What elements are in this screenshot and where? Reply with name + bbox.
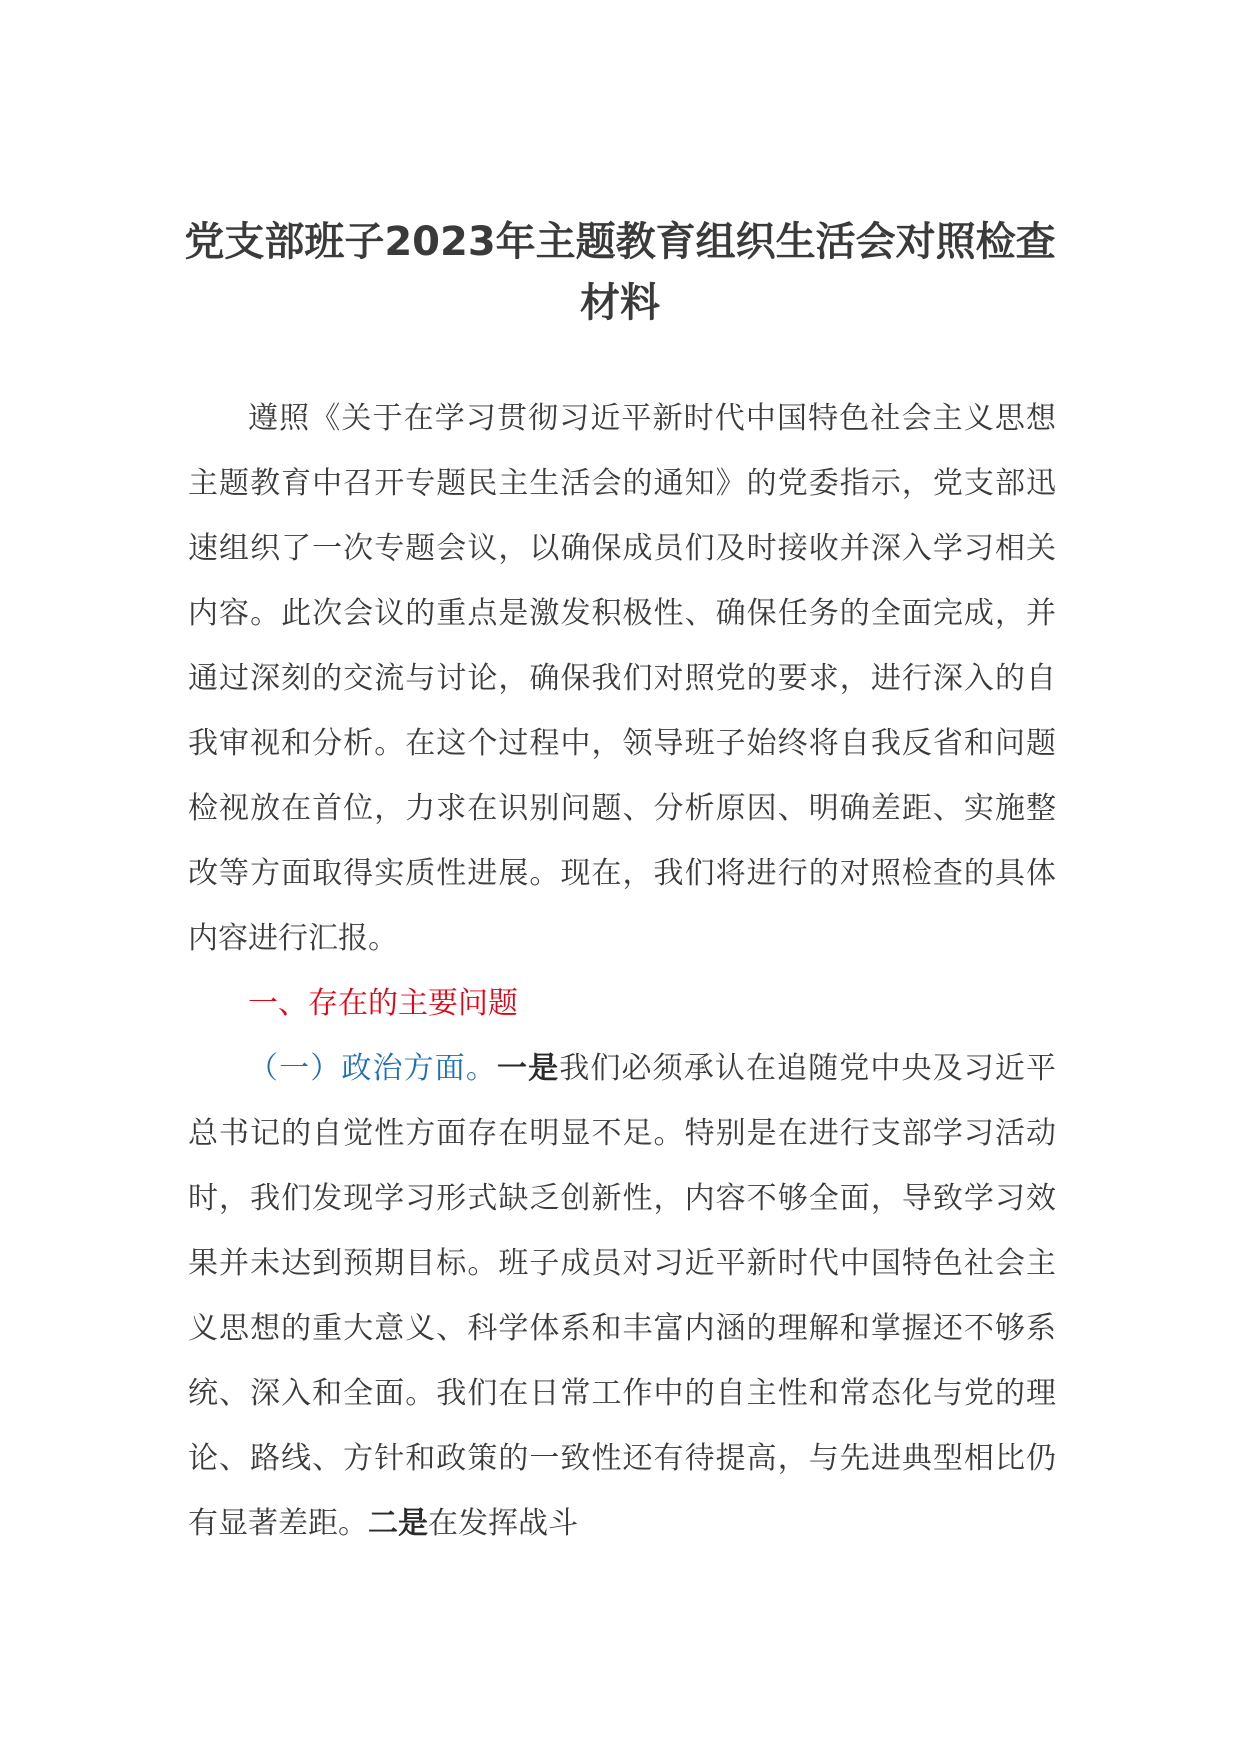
- document-body: [188, 386, 1056, 1556]
- point-two-text: 在发挥战斗: [428, 1506, 578, 1541]
- point-one-lead: 一是: [496, 1051, 560, 1086]
- point-one-text: 我们必须承认在追随党中央及习近平总书记的自觉性方面存在明显不足。特别是在进行支部学习活动时，我们发现学习形式缺乏创新性，内容不够全面，导致学习效果并未达到预期目标。班子成员对习近平新时代中国特色社会主义思想的重大意义、科学体系和丰富内涵的理解和掌握还不够系统、深入和全面。我们在日常工作中的自主性和常态化与党的理论、路线、方针和政策的一致性还有待提高，与先进典型相比仍有显著差距。: [188, 1051, 1057, 1541]
- political-aspect-paragraph: [188, 1036, 1056, 1556]
- point-two-lead: 二是: [368, 1506, 428, 1541]
- document-title: 党支部班子2023年主题教育组织生活会对照检查材料: [184, 219, 1056, 326]
- section-heading-problems: 一、存在的主要问题: [248, 986, 518, 1021]
- intro-paragraph: 遵照《关于在学习贯彻习近平新时代中国特色社会主义思想主题教育中召开专题民主生活会的通知》的党委指示，党支部迅速组织了一次专题会议，以确保成员们及时接收并深入学习相关内容。此次会议的重点是激发积极性、确保任务的全面完成，并通过深刻的交流与讨论，确保我们对照党的要求，进行深入的自我审视和分析。在这个过程中，领导班子始终将自我反省和问题检视放在首位，力求在识别问题、分析原因、明确差距、实施整改等方面取得实质性进展。现在，我们将进行的对照检查的具体内容进行汇报。: [188, 401, 1056, 956]
- subsection-heading-political: （一）政治方面。: [248, 1051, 497, 1086]
